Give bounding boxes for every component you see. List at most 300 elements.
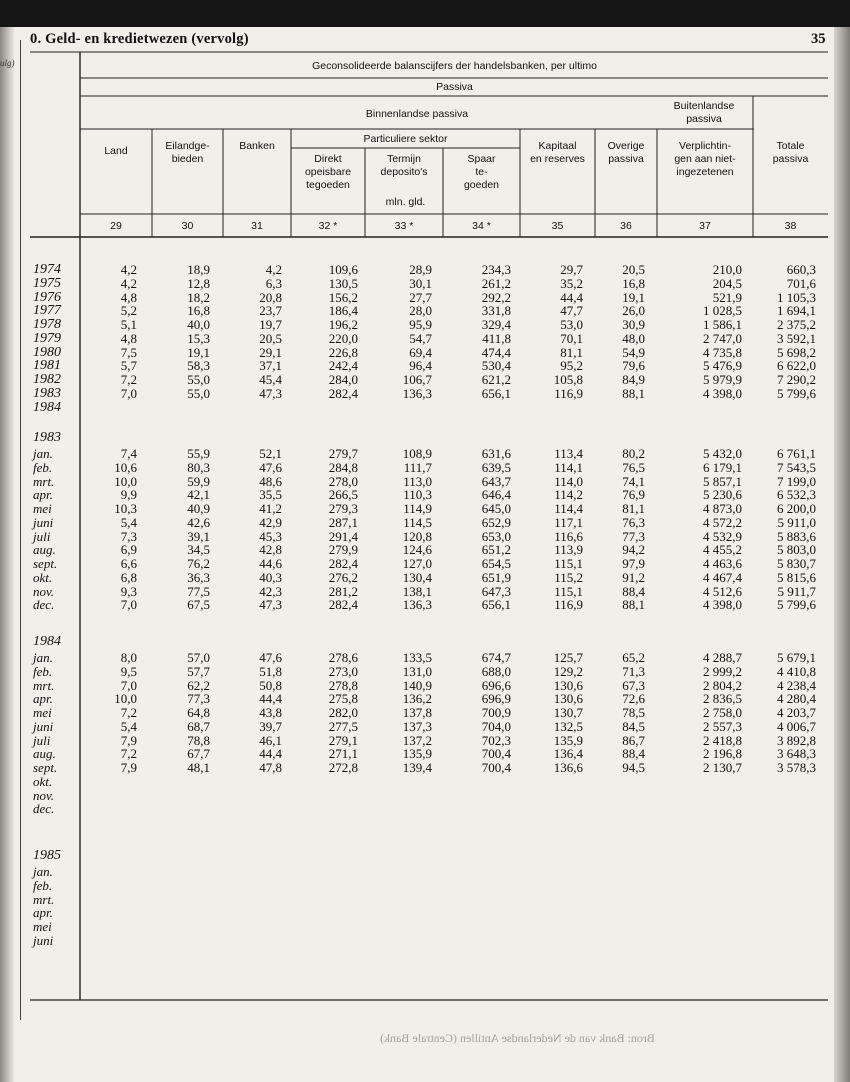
table-cell: 7,3: [120, 528, 137, 544]
month-label: aug.: [33, 542, 56, 558]
table-cell: 109,6: [328, 262, 358, 277]
table-cell: 4 572,2: [703, 514, 742, 530]
table-cell: 15,3: [187, 330, 210, 346]
table-cell: 115,2: [554, 569, 583, 585]
binding-shadow: [0, 27, 14, 1082]
table-cell: 77,5: [187, 583, 210, 599]
table-cell: 643,7: [481, 473, 511, 489]
column-number-32: 32 *: [318, 220, 338, 232]
column-header-30: Eilandge- bieden: [165, 140, 210, 165]
table-cell: 30,1: [409, 275, 432, 291]
table-cell: 111,7: [403, 459, 432, 475]
table-cell: 284,8: [328, 459, 358, 475]
table-cell: 2 130,7: [703, 760, 742, 775]
table-cell: 291,4: [328, 528, 358, 544]
table-cell: 40,9: [187, 501, 210, 516]
table-cell: 81,1: [560, 344, 583, 360]
table-cell: 19,1: [187, 344, 210, 360]
table-cell: 696,9: [481, 691, 511, 707]
table-cell: 45,4: [259, 372, 282, 387]
table-cell: 4 532,9: [703, 528, 742, 544]
table-cell: 133,5: [402, 650, 432, 665]
table-cell: 71,3: [622, 663, 645, 679]
table-cell: 130,6: [553, 691, 583, 707]
table-cell: 10,6: [114, 459, 137, 475]
month-label: sept.: [33, 556, 58, 571]
table-cell: 35,5: [259, 487, 282, 503]
column-header-38: Totale passiva: [772, 140, 809, 165]
table-cell: 272,8: [328, 760, 358, 775]
table-cell: 621,2: [481, 372, 511, 387]
table-cell: 96,4: [409, 358, 432, 374]
table-cell: 5 815,6: [777, 569, 816, 585]
table-cell: 40,0: [187, 317, 210, 332]
header-buitenlandse-passiva: Buitenlandse passiva: [673, 100, 735, 125]
year-label: 1983: [33, 385, 61, 401]
table-cell: 411,8: [482, 330, 511, 346]
table-cell: 2 804,2: [703, 677, 742, 693]
year-label: 1978: [33, 317, 61, 332]
month-label: juli: [33, 732, 51, 748]
table-cell: 9,9: [120, 487, 137, 503]
table-cell: 114,4: [554, 501, 583, 516]
table-cell: 5 911,0: [777, 514, 816, 530]
table-cell: 277,5: [328, 718, 358, 734]
table-cell: 9,3: [120, 583, 137, 599]
table-cell: 474,4: [481, 344, 511, 360]
table-cell: 5,4: [120, 718, 137, 734]
table-cell: 688,0: [481, 663, 511, 679]
table-cell: 36,3: [187, 569, 210, 585]
table-cell: 20,8: [259, 289, 282, 305]
table-cell: 47,6: [259, 650, 282, 665]
table-cell: 4 238,4: [777, 677, 816, 693]
table-cell: 6 179,1: [703, 459, 742, 475]
month-label: mrt.: [33, 891, 55, 907]
table-cell: 84,5: [622, 718, 645, 734]
table-cell: 5 911,7: [777, 583, 816, 599]
month-label: okt.: [33, 569, 53, 585]
table-cell: 4,2: [120, 262, 137, 277]
table-cell: 645,0: [481, 501, 511, 516]
table-cell: 70,1: [560, 330, 583, 346]
table-cell: 48,6: [259, 473, 282, 489]
table-cell: 156,2: [328, 289, 358, 305]
table-cell: 4 288,7: [703, 650, 742, 665]
table-cell: 48,0: [622, 330, 645, 346]
column-number-31: 31: [251, 220, 263, 232]
table-cell: 5 830,7: [777, 556, 816, 571]
table-cell: 55,0: [187, 385, 210, 401]
table-cell: 125,7: [553, 650, 583, 665]
table-cell: 18,9: [187, 262, 210, 277]
table-cell: 210,0: [712, 262, 742, 277]
table-cell: 7,5: [120, 344, 137, 360]
table-cell: 124,6: [402, 542, 432, 558]
table-cell: 186,4: [328, 303, 358, 319]
table-cell: 5 799,6: [777, 385, 816, 401]
month-label: dec.: [33, 801, 55, 817]
table-cell: 220,0: [328, 330, 358, 346]
table-cell: 16,8: [187, 303, 210, 319]
page-edge-line: [20, 40, 21, 1020]
table-cell: 10,3: [114, 501, 137, 516]
table-cell: 113,4: [554, 446, 583, 461]
table-cell: 6,8: [120, 569, 137, 585]
table-cell: 4,8: [120, 330, 137, 346]
table-cell: 653,0: [481, 528, 511, 544]
table-cell: 279,3: [328, 501, 358, 516]
page-edge-shadow: [834, 27, 850, 1082]
table-cell: 6,6: [120, 556, 137, 571]
table-cell: 5,4: [120, 514, 137, 530]
table-cell: 43,8: [259, 705, 282, 720]
table-cell: 30,9: [622, 317, 645, 332]
table-cell: 76,9: [622, 487, 645, 503]
table-cell: 329,4: [481, 317, 511, 332]
table-cell: 266,5: [328, 487, 358, 503]
year-heading: 1984: [33, 634, 61, 649]
table-cell: 651,9: [481, 569, 511, 585]
table-cell: 700,4: [481, 760, 511, 775]
table-cell: 42,8: [259, 542, 282, 558]
table-cell: 226,8: [328, 344, 358, 360]
month-label: jan.: [33, 650, 53, 665]
table-cell: 47,6: [259, 459, 282, 475]
table-cell: 114,5: [403, 514, 432, 530]
column-header-32: Direkt opeisbare tegoeden: [304, 153, 352, 191]
year-label: 1975: [33, 275, 61, 291]
table-cell: 130,5: [328, 275, 358, 291]
column-number-36: 36: [620, 220, 632, 232]
column-number-29: 29: [110, 220, 122, 232]
month-label: feb.: [33, 459, 53, 475]
table-cell: 130,6: [553, 677, 583, 693]
table-cell: 7,2: [120, 372, 137, 387]
table-cell: 55,0: [187, 372, 210, 387]
table-cell: 654,5: [481, 556, 511, 571]
table-cell: 4 410,8: [777, 663, 816, 679]
table-cell: 57,7: [187, 663, 210, 679]
table-cell: 44,6: [259, 556, 282, 571]
table-cell: 7 199,0: [777, 473, 816, 489]
month-label: mrt.: [33, 677, 55, 693]
table-cell: 41,2: [259, 501, 282, 516]
table-cell: 114,2: [554, 487, 583, 503]
table-cell: 279,7: [328, 446, 358, 461]
table-cell: 45,3: [259, 528, 282, 544]
table-cell: 3 648,3: [777, 746, 816, 762]
table-cell: 646,4: [481, 487, 511, 503]
table-cell: 135,9: [402, 746, 432, 762]
table-cell: 54,7: [409, 330, 432, 346]
table-cell: 275,8: [328, 691, 358, 707]
table-cell: 130,7: [553, 705, 583, 720]
table-cell: 116,9: [554, 597, 583, 613]
table-cell: 1 694,1: [777, 303, 816, 319]
table-cell: 136,3: [402, 597, 432, 613]
table-cell: 7,4: [120, 446, 137, 461]
table-cell: 10,0: [114, 691, 137, 707]
year-label: 1982: [33, 372, 61, 387]
table-cell: 131,0: [402, 663, 432, 679]
column-header-34: Spaar te- goeden: [463, 153, 500, 191]
table-cell: 3 578,3: [777, 760, 816, 775]
month-label: mrt.: [33, 473, 55, 489]
table-cell: 281,2: [328, 583, 358, 599]
table-cell: 137,3: [402, 718, 432, 734]
month-label: apr.: [33, 905, 53, 921]
column-number-33: 33 *: [394, 220, 414, 232]
table-cell: 136,4: [553, 746, 583, 762]
table-cell: 78,5: [622, 705, 645, 720]
table-cell: 4 398,0: [703, 385, 742, 401]
table-cell: 19,7: [259, 317, 282, 332]
table-cell: 7 543,5: [777, 459, 816, 475]
month-label: nov.: [33, 583, 55, 599]
header-particuliere-sektor: Particuliere sektor: [363, 133, 448, 145]
table-cell: 120,8: [402, 528, 432, 544]
table-cell: 5 979,9: [703, 372, 742, 387]
table-cell: 50,8: [259, 677, 282, 693]
table-cell: 55,9: [187, 446, 210, 461]
header-binnenlandse-passiva: Binnenlandse passiva: [365, 108, 469, 120]
table-cell: 10,0: [114, 473, 137, 489]
table-cell: 5 803,0: [777, 542, 816, 558]
table-cell: 242,4: [328, 358, 358, 374]
table-cell: 19,1: [622, 289, 645, 305]
table-cell: 47,7: [560, 303, 583, 319]
table-cell: 704,0: [481, 718, 511, 734]
table-cell: 530,4: [481, 358, 511, 374]
table-cell: 127,0: [402, 556, 432, 571]
table-cell: 78,8: [187, 732, 210, 748]
table-cell: 3 892,8: [777, 732, 816, 748]
table-cell: 88,4: [622, 583, 645, 599]
month-label: juni: [33, 932, 54, 948]
month-label: juli: [33, 528, 51, 544]
table-cell: 129,2: [553, 663, 583, 679]
table-cell: 51,8: [259, 663, 282, 679]
year-label: 1984: [33, 399, 61, 415]
column-header-37: Verplichtin- gen aan niet- ingezetenen: [674, 140, 736, 178]
table-cell: 7,2: [120, 705, 137, 720]
table-cell: 34,5: [187, 542, 210, 558]
table-cell: 5,7: [120, 358, 137, 374]
month-label: apr.: [33, 487, 53, 503]
table-cell: 95,2: [560, 358, 583, 374]
table-cell: 5,2: [120, 303, 137, 319]
table-cell: 16,8: [622, 275, 645, 291]
table-cell: 74,1: [622, 473, 645, 489]
column-number-38: 38: [784, 220, 797, 232]
table-cell: 3 592,1: [777, 330, 816, 346]
table-cell: 106,7: [402, 372, 432, 387]
table-cell: 5 679,1: [777, 650, 816, 665]
table-cell: 7,9: [120, 760, 137, 775]
page-number: 35: [811, 31, 826, 47]
table-cell: 521,9: [712, 289, 742, 305]
table-cell: 132,5: [553, 718, 583, 734]
table-cell: 5 432,0: [703, 446, 742, 461]
previous-page-margin-text: ulg): [0, 58, 15, 68]
table-cell: 4 006,7: [777, 718, 816, 734]
year-heading: 1985: [33, 848, 61, 863]
table-cell: 656,1: [481, 597, 511, 613]
table-cell: 6 532,3: [777, 487, 816, 503]
table-cell: 631,6: [481, 446, 511, 461]
month-label: okt.: [33, 773, 53, 789]
table-cell: 278,8: [328, 677, 358, 693]
table-cell: 2 747,0: [703, 330, 742, 346]
table-cell: 136,6: [553, 760, 583, 775]
table-cell: 1 028,5: [703, 303, 742, 319]
month-label: aug.: [33, 746, 56, 762]
table-cell: 2 999,2: [703, 663, 742, 679]
table-cell: 701,6: [786, 275, 816, 291]
table-cell: 115,1: [554, 556, 583, 571]
month-label: juni: [33, 514, 54, 530]
table-cell: 674,7: [481, 650, 511, 665]
column-header-33: Termijn deposito's: [380, 153, 428, 178]
table-cell: 6 622,0: [777, 358, 816, 374]
month-label: feb.: [33, 663, 53, 679]
table-cell: 40,3: [259, 569, 282, 585]
table-cell: 2 758,0: [703, 705, 742, 720]
year-label: 1976: [33, 289, 61, 305]
table-cell: 278,6: [328, 650, 358, 665]
table-cell: 72,6: [622, 691, 645, 707]
table-cell: 135,9: [553, 732, 583, 748]
table-cell: 4 873,0: [703, 501, 742, 516]
month-label: apr.: [33, 691, 53, 707]
table-cell: 292,2: [481, 289, 511, 305]
year-label: 1974: [33, 262, 61, 277]
table-cell: 196,2: [328, 317, 358, 332]
column-number-37: 37: [699, 220, 711, 232]
table-cell: 7,0: [120, 677, 137, 693]
table-cell: 647,3: [481, 583, 511, 599]
header-unit: mln. gld.: [385, 196, 426, 208]
table-cell: 42,3: [259, 583, 282, 599]
month-label: dec.: [33, 597, 55, 613]
table-cell: 278,0: [328, 473, 358, 489]
table-cell: 6,9: [120, 542, 137, 558]
table-cell: 114,9: [403, 501, 432, 516]
table-cell: 42,9: [259, 514, 282, 530]
table-cell: 53,0: [560, 317, 583, 332]
month-label: mei: [33, 919, 52, 934]
table-cell: 136,3: [402, 385, 432, 401]
table-cell: 4,2: [120, 275, 137, 291]
table-cell: 7,0: [120, 597, 137, 613]
table-cell: 80,2: [622, 446, 645, 461]
table-cell: 67,7: [187, 746, 210, 762]
year-label: 1981: [33, 358, 61, 374]
table-cell: 7,2: [120, 746, 137, 762]
table-cell: 77,3: [622, 528, 645, 544]
table-cell: 4 463,6: [703, 556, 742, 571]
table-cell: 12,8: [187, 275, 210, 291]
table-cell: 4 467,4: [703, 569, 742, 585]
table-cell: 114,1: [554, 459, 583, 475]
table-cell: 84,9: [622, 372, 645, 387]
table-cell: 47,3: [259, 597, 282, 613]
table-cell: 28,9: [409, 262, 432, 277]
table-cell: 113,0: [403, 473, 432, 489]
table-cell: 700,9: [481, 705, 511, 720]
table-cell: 6 761,1: [777, 446, 816, 461]
table-cell: 46,1: [259, 732, 282, 748]
table-cell: 261,2: [481, 275, 511, 291]
table-cell: 23,7: [259, 303, 282, 319]
table-cell: 65,2: [622, 650, 645, 665]
table-cell: 282,4: [328, 597, 358, 613]
table-cell: 5 883,6: [777, 528, 816, 544]
table-cell: 77,3: [187, 691, 210, 707]
table-cell: 656,1: [481, 385, 511, 401]
table-cell: 76,5: [622, 459, 645, 475]
table-cell: 282,4: [328, 556, 358, 571]
table-cell: 42,1: [187, 487, 210, 503]
table-cell: 79,6: [622, 358, 645, 374]
table-cell: 110,3: [403, 487, 432, 503]
table-cell: 6,3: [265, 275, 282, 291]
table-cell: 696,6: [481, 677, 511, 693]
table-cell: 139,4: [402, 760, 432, 775]
table-cell: 113,9: [554, 542, 583, 558]
table-cell: 94,5: [622, 760, 645, 775]
table-cell: 97,9: [622, 556, 645, 571]
source-bleed-through: Bron: Bank van de Nederlandse Antillen (Centrale Bank): [380, 1031, 655, 1045]
table-cell: 68,7: [187, 718, 210, 734]
table-cell: 271,1: [328, 746, 358, 762]
scan-top-border: [0, 0, 850, 27]
table-cell: 52,1: [259, 446, 282, 461]
table-cell: 651,2: [481, 542, 511, 558]
table-cell: 18,2: [187, 289, 210, 305]
column-header-36: Overige passiva: [607, 140, 645, 165]
table-cell: 114,0: [554, 473, 583, 489]
table-cell: 652,9: [481, 514, 511, 530]
table-cell: 67,3: [622, 677, 645, 693]
table-cell: 5 230,6: [703, 487, 742, 503]
table-cell: 86,7: [622, 732, 645, 748]
table-cell: 8,0: [120, 650, 137, 665]
table-cell: 91,2: [622, 569, 645, 585]
show-through-reverse-page: [90, 40, 830, 1040]
table-cell: 69,4: [409, 344, 432, 360]
table-cell: 137,2: [402, 732, 432, 748]
table-cell: 116,9: [554, 385, 583, 401]
year-heading: 1983: [33, 430, 61, 445]
table-cell: 105,8: [553, 372, 583, 387]
month-label: juni: [33, 718, 54, 734]
table-cell: 20,5: [259, 330, 282, 346]
table-cell: 62,2: [187, 677, 210, 693]
table-cell: 273,0: [328, 663, 358, 679]
table-cell: 9,5: [120, 663, 137, 679]
table-cell: 95,9: [409, 317, 432, 332]
table-cell: 130,4: [402, 569, 432, 585]
table-cell: 47,8: [259, 760, 282, 775]
table-cell: 2 557,3: [703, 718, 742, 734]
month-label: sept.: [33, 760, 58, 775]
table-cell: 54,9: [622, 344, 645, 360]
table-cell: 7,0: [120, 385, 137, 401]
table-cell: 39,1: [187, 528, 210, 544]
table-cell: 1 586,1: [703, 317, 742, 332]
